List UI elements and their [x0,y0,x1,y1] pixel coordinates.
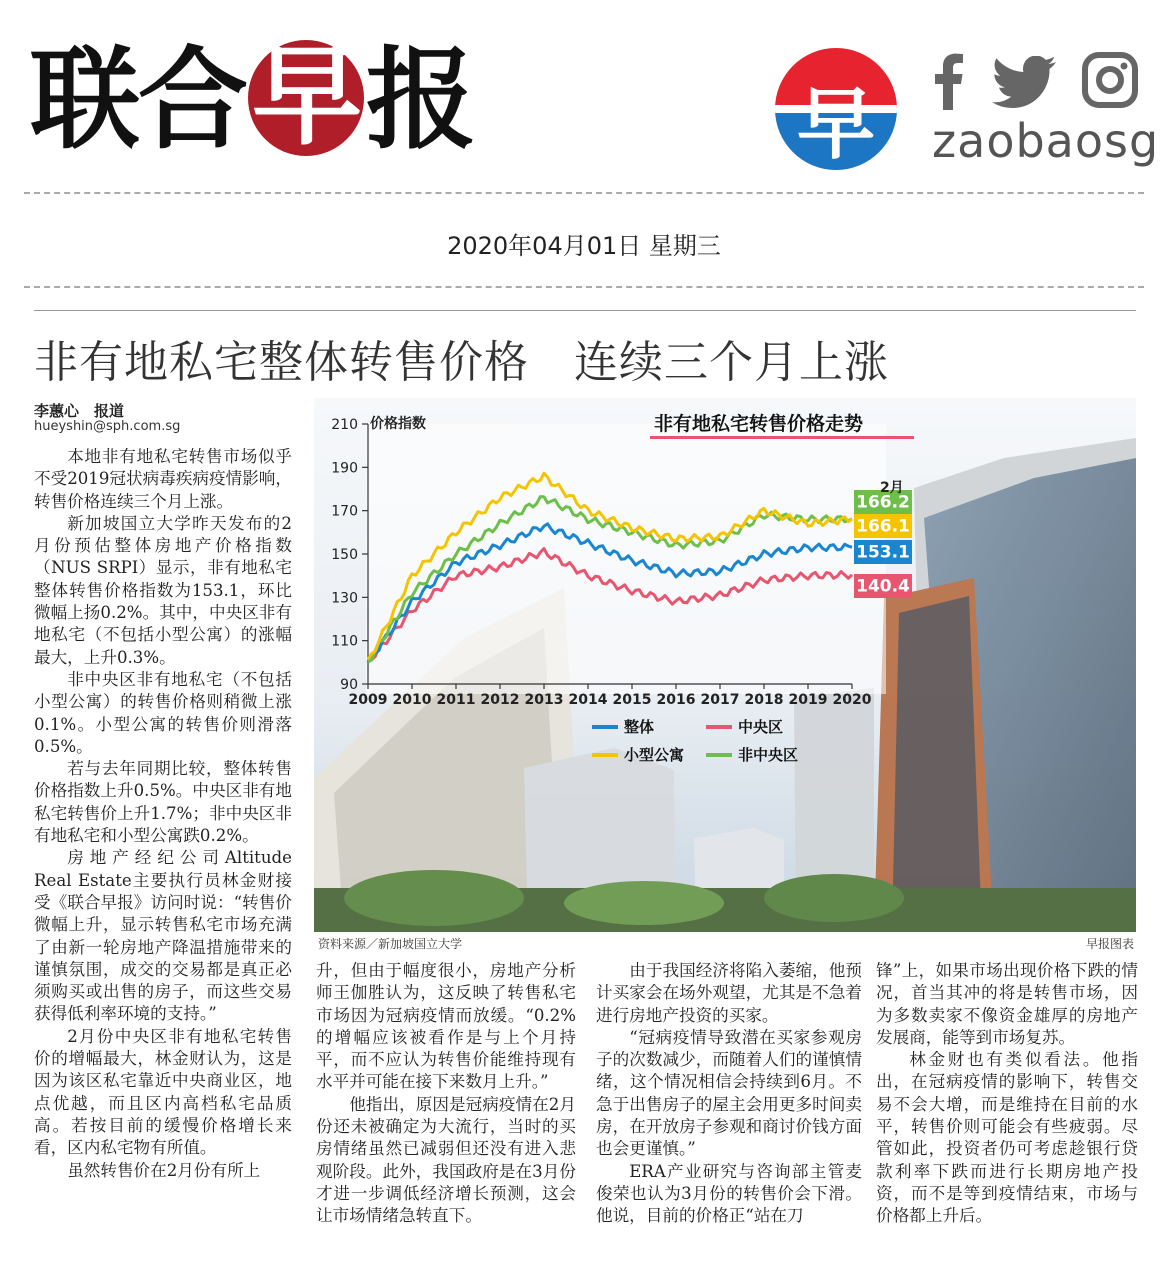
x-tick-label: 2010 [392,692,432,708]
legend-label: 小型公寓 [624,746,685,764]
x-tick-label: 2019 [788,692,828,708]
date-line: 2020年04月01日 星期三 [447,232,721,260]
x-tick-label: 2020 [832,692,872,708]
social-icons [930,52,1140,112]
x-tick-label: 2016 [656,692,696,708]
zaobao-logo[interactable] [30,31,474,164]
end-value-label: 166.2 [856,492,910,513]
paragraph: 若与去年同期比较，整体转售价格指数上升0.5%。中央区非有地私宅转售价上升1.7%；非中央区非有地私宅和小型公寓跌0.2%。 [34,759,292,846]
y-axis-label: 价格指数 [370,416,426,432]
legend-label: 非中央区 [738,746,799,764]
logo-part2: 报 [366,35,474,164]
y-tick-label: 130 [331,590,358,607]
paragraph: 虽然转售价在2月份有所上 [67,1160,261,1180]
article-column-3 [596,960,862,1228]
y-tick-label: 190 [331,460,358,477]
title-underline [650,436,914,439]
x-tick-label: 2011 [436,692,476,708]
logo-part1: 联合 [30,35,246,164]
twitter-icon[interactable] [992,52,1056,108]
paragraph: 2月份中央区非有地私宅转售价的增幅最大，林金财认为，这是因为该区私宅靠近中央商业区，地点优越，而且区内高档私宅品质高。若按目前的缓慢价格增长来看，区内私宅物有所值。 [34,1026,292,1158]
x-tick-label: 2014 [568,692,608,708]
x-tick-label: 2013 [524,692,564,708]
paragraph: 他指出，原因是冠病疫情在2月份还未被确定为大流行，当时的买房情绪虽然已减弱但还没有进入悲观阶段。此外，我国政府是在3月份才进一步调低经济增长预测，这会让市场情绪急转直下。 [316,1094,576,1226]
instagram-icon[interactable] [1082,52,1138,108]
chart-title: 非有地私宅转售价格走势 [654,413,864,435]
article-column-1 [34,446,292,1182]
price-trend-chart [314,398,1136,932]
paragraph: 房地产经纪公司Altitude Real Estate主要执行员林金财接受《联合早报》访问时说：“转售价微幅上升，显示转售私宅市场充满了由新一轮房地产降温措施带来的谨慎氛围，成交的交易都是真正必须购买或出售的房子，而这些交易获得低利率环境的支持。” [34,848,292,1024]
paragraph: 升，但由于幅度很小，房地产分析师王伽胜认为，这反映了转售私宅市场因为冠病疫情而放缓。“0.2%的增幅应该被看作是与上个月持平，而不应认为转售价能维持现有水平并可能在接下来数月上升。” [316,961,576,1092]
y-tick-label: 90 [340,677,358,693]
logo-zao-circle: 早 [248,40,364,156]
zaobao-badge-icon[interactable] [775,48,897,170]
x-tick-label: 2015 [612,692,652,708]
paragraph: “冠病疫情导致潜在买家参观房子的次数减少，而随着人们的谨慎情绪，这个情况相信会持续到6月。不急于出售房子的屋主会用更多时间卖房，在开放房子参观和商讨价钱方面也会更谨慎。” [596,1027,862,1159]
x-tick-label: 2012 [480,692,520,708]
end-labels [854,490,912,598]
x-tick-label: 2017 [700,692,740,708]
article-column-2 [316,960,576,1228]
end-value-label: 166.1 [856,516,910,537]
facebook-icon[interactable] [930,52,966,108]
paragraph: 非中央区非有地私宅（不包括小型公寓）的转售价格则稍微上涨0.1%。小型公寓的转售价则滑落0.5%。 [34,669,292,756]
end-value-label: 140.4 [856,576,910,597]
byline: 李蕙心 报道 [34,402,125,420]
y-tick-label: 150 [331,547,358,563]
end-value-label: 153.1 [856,542,910,563]
y-tick-label: 110 [331,633,358,650]
paragraph: 锋”上，如果市场出现价格下跌的情况，首当其冲的将是转售市场，因为多数卖家不像资金雄厚的房地产发展商，能等到市场复苏。 [876,961,1138,1047]
article-column-4 [876,960,1138,1228]
divider [24,286,1144,288]
x-tick-label: 2009 [348,692,388,708]
paragraph: 由于我国经济将陷入萎缩，他预计买家会在场外观望，尤其是不急着进行房地产投资的买家。 [596,961,862,1025]
author-email[interactable]: hueyshin@sph.com.sg [34,419,181,434]
legend-label: 中央区 [738,718,784,736]
social-handle: zaobaosg [932,114,1160,168]
chart-credit: 早报图表 [1085,937,1134,951]
chart-source: 资料来源／新加坡国立大学 [318,937,463,951]
divider [24,192,1144,194]
y-tick-label: 170 [331,503,358,520]
rule [34,310,1136,311]
legend-label: 整体 [624,718,655,736]
paragraph: 本地非有地私宅转售市场似乎不受2019冠状病毒疾病疫情影响，转售价格连续三个月上涨。 [34,447,292,511]
headline: 非有地私宅整体转售价格 连续三个月上涨 [34,337,889,388]
paragraph: 林金财也有类似看法。他指出，在冠病疫情的影响下，转售交易不会大增，而是维持在目前的水平，转售价则可能会有些疲弱。尽管如此，投资者仍可考虑趁银行贷款利率下跌而进行长期房地产投资，而不是等到疫情结束，市场与价格都上升后。 [876,1050,1138,1226]
paragraph: ERA产业研究与咨询部主管麦俊荣也认为3月份的转售价会下滑。他说，目前的价格正“站在刀 [596,1161,862,1226]
x-tick-label: 2018 [744,692,784,708]
badge-char: 早 [796,80,875,170]
chart-graphic [314,398,1136,932]
masthead [0,0,1168,190]
end-label-header: 2月 [880,480,904,496]
y-tick-label: 210 [331,417,358,433]
paragraph: 新加坡国立大学昨天发布的2月份预估整体房地产价格指数（NUS SRPI）显示，非有地私宅整体转售价格指数为153.1，环比微幅上扬0.2%。其中，中央区非有地私宅（不包括小型公寓）的涨幅最大，上升0.3%。 [34,513,292,667]
